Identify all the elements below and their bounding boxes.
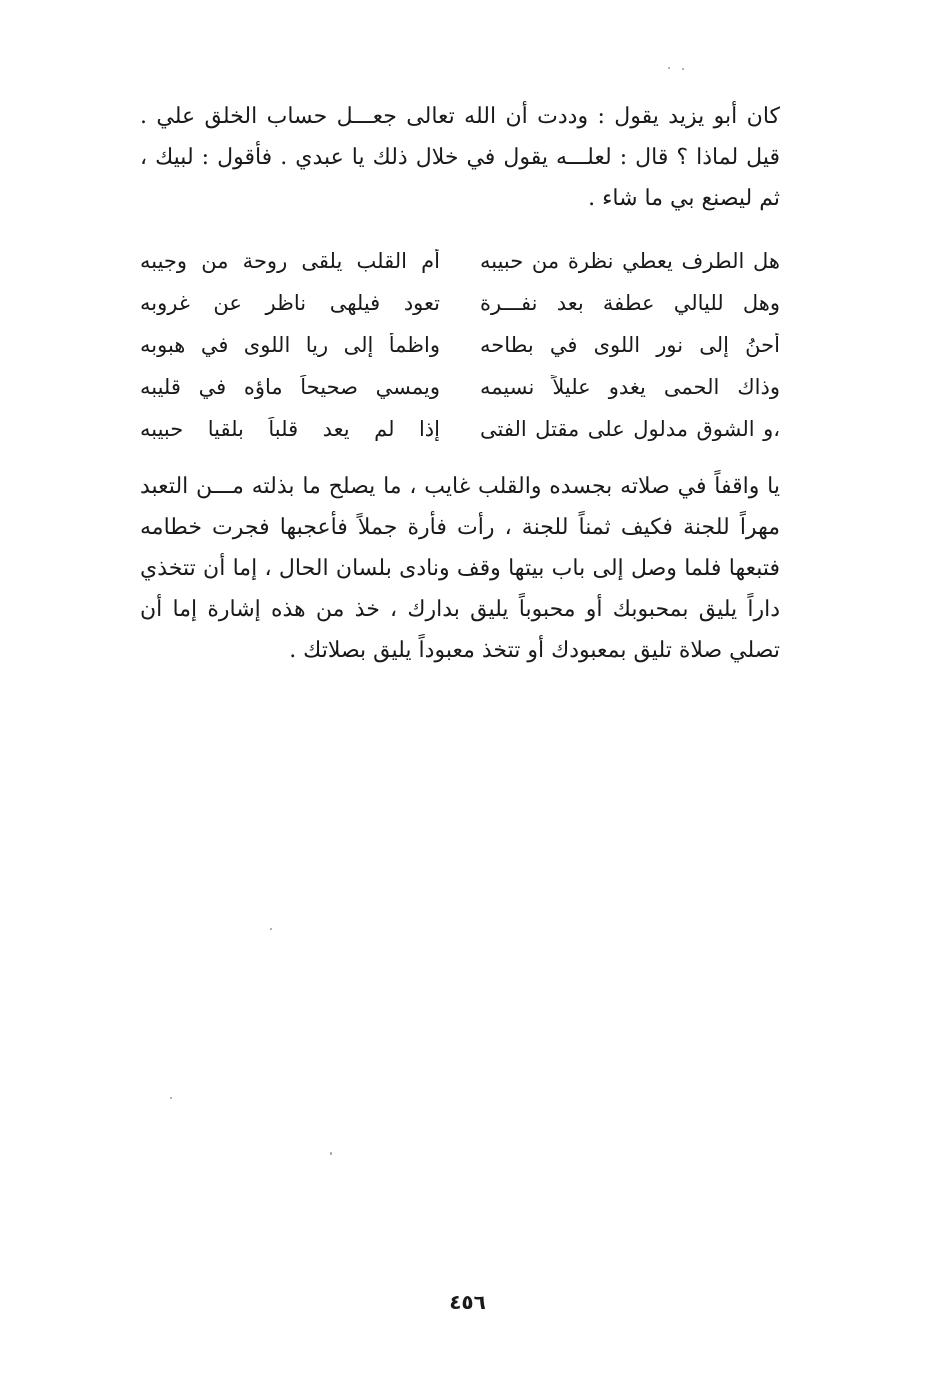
- page-number: ٤٥٦: [449, 1290, 486, 1314]
- scan-speck: [682, 68, 684, 70]
- intro-paragraph-text: كان أبو يزيد يقول : وددت أن الله تعالى جعـــل حساب الخلق علي . قيل لماذا ؟ قال : لعلـــه يقول في خلال ذلك يا عبدي . فأقول : لبيك ، ثم ليصنع بي ما شاء .: [140, 104, 780, 211]
- scan-speck: [330, 1152, 332, 1155]
- verse-second-hemistich: واظمأ إلى ريا اللوى في هبوبه: [140, 333, 440, 357]
- poem-verse: [140, 366, 780, 408]
- scan-speck: [170, 1097, 172, 1099]
- verse-first-hemistich: أحنُ إلى نور اللوى في بطاحه: [480, 333, 780, 357]
- verse-first-hemistich: وهل لليالي عطفة بعد نفـــرة: [480, 291, 780, 315]
- verse-first-hemistich: هل الطرف يعطي نظرة من حبيبه: [480, 249, 780, 273]
- scan-speck: [270, 928, 272, 930]
- poem-verse: [140, 324, 780, 366]
- scan-speck: [668, 67, 670, 69]
- intro-paragraph: [140, 96, 780, 219]
- verse-second-hemistich: تعود فيلهى ناظر عن غروبه: [140, 291, 440, 315]
- poem-verse: [140, 240, 780, 282]
- poem-verse: [140, 282, 780, 324]
- verse-first-hemistich: ،و الشوق مدلول على مقتل الفتى: [480, 417, 780, 441]
- poem: [140, 240, 780, 450]
- verse-second-hemistich: إذا لم يعد قلباً بلقيا حبيبه: [140, 417, 440, 441]
- poem-verse: [140, 408, 780, 450]
- closing-paragraph-text: يا واقفاً في صلاته بجسده والقلب غايب ، ما يصلح ما بذلته مـــن التعبد مهراً للجنة فكيف ثمناً للجنة ، رأت فأرة جملاً فأعجبها فجرت خطامه فتبعها فلما وصل إلى باب بيتها وقف ونادى بلسان الحال ، إما أن تتخذي داراً يليق بمحبوبك أو محبوباً يليق بدارك ، خذ من هذه إشارة إما أن تصلي صلاة تليق بمعبودك أو تتخذ معبوداً يليق بصلاتك .: [140, 474, 780, 663]
- verse-second-hemistich: أم القلب يلقى روحة من وجيبه: [140, 249, 440, 273]
- verse-first-hemistich: وذاك الحمى يغدو عليلاً نسيمه: [480, 375, 780, 399]
- closing-paragraph: [140, 466, 780, 671]
- verse-second-hemistich: ويمسي صحيحاً ماؤه في قليبه: [140, 375, 440, 399]
